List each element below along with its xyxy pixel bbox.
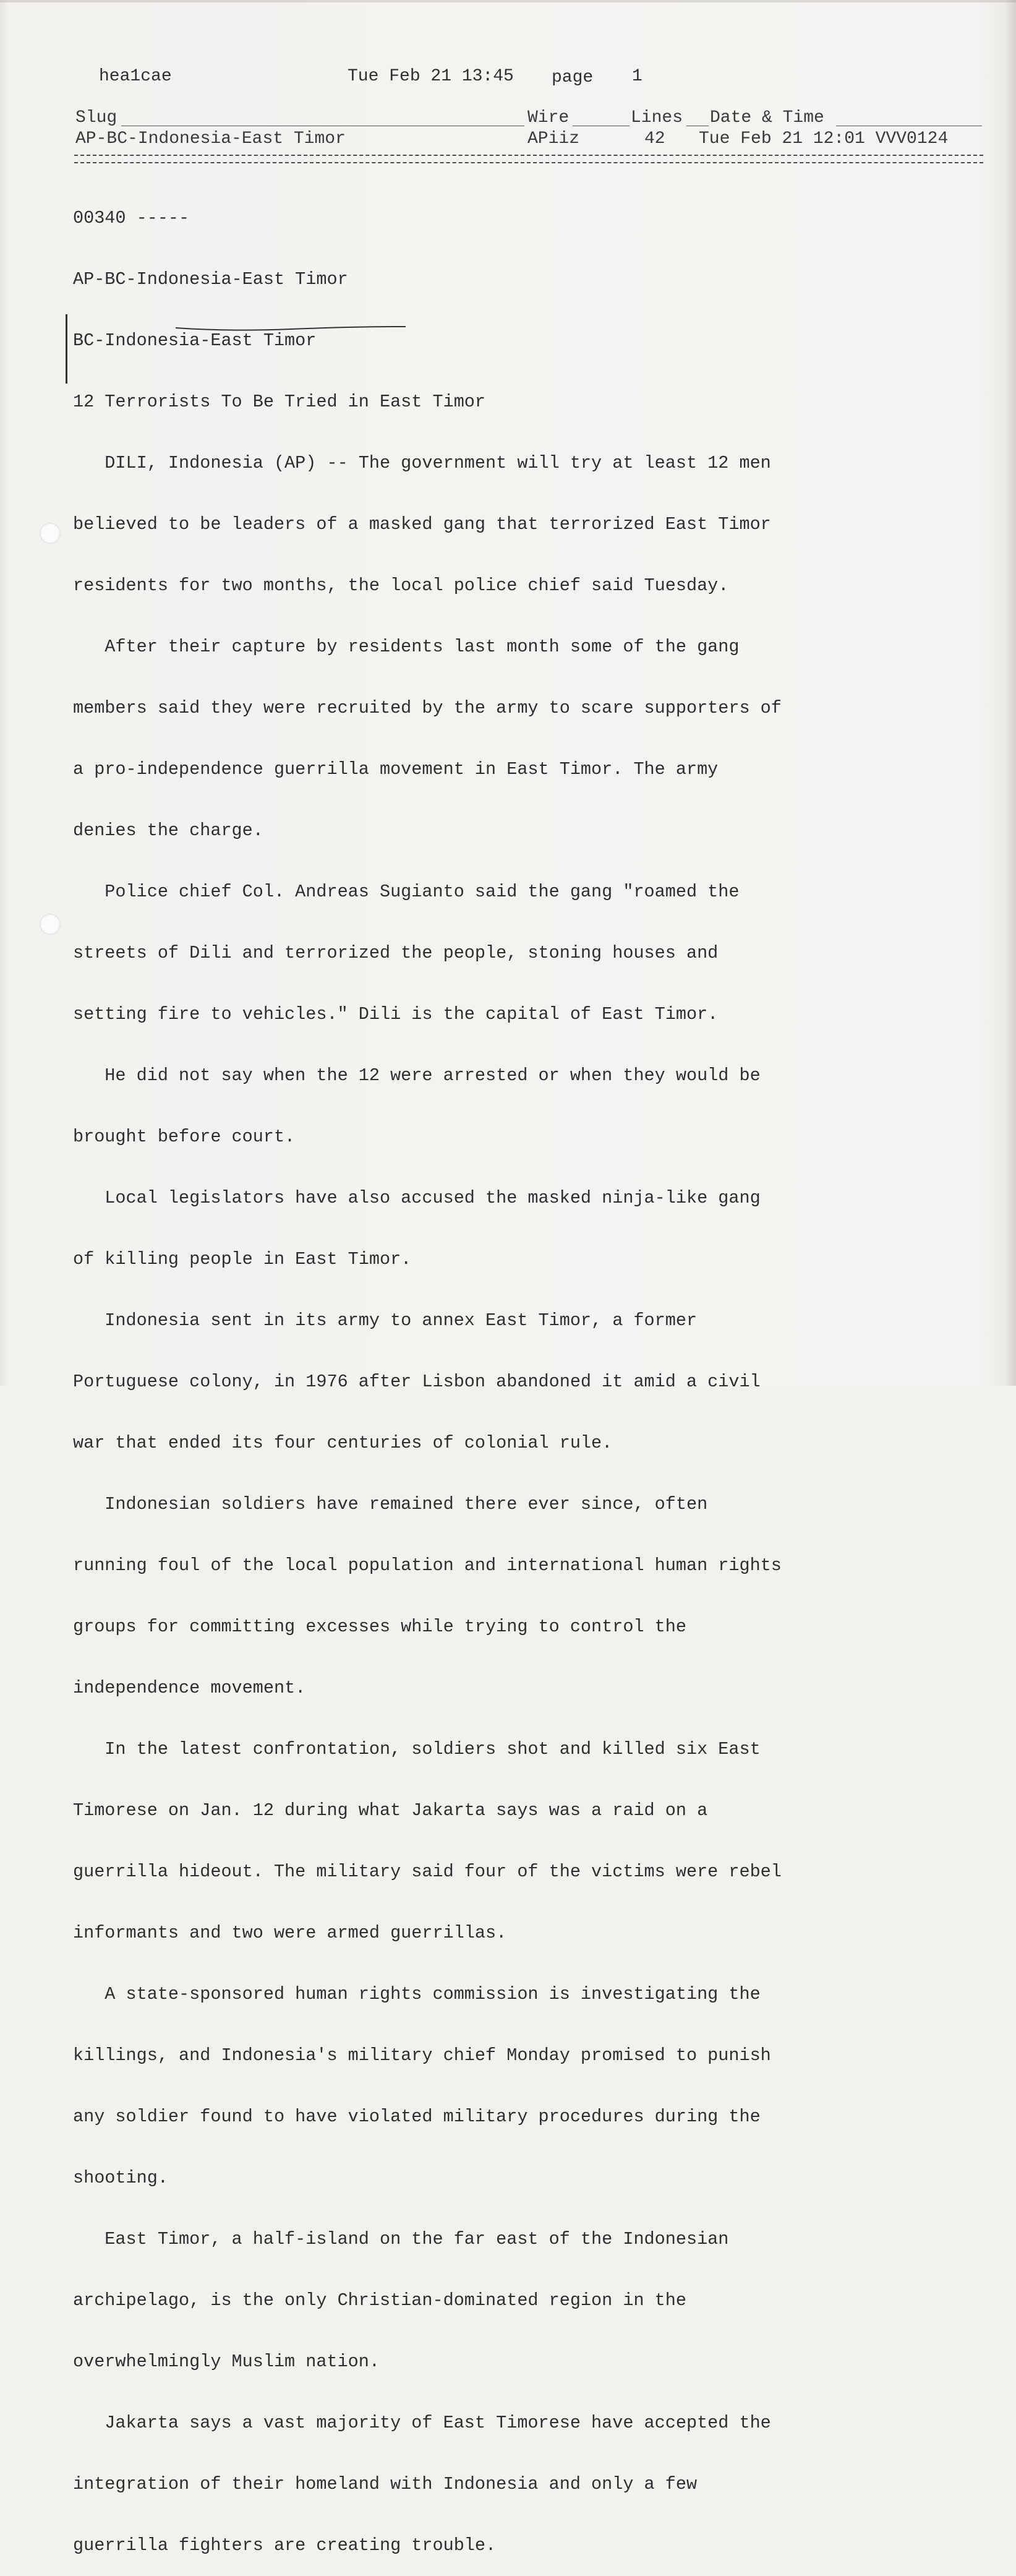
- story-line: AP-BC-Indonesia-East Timor: [73, 269, 348, 290]
- story-line: Local legislators have also accused the masked ninja-like gang: [73, 1188, 761, 1208]
- story-line: guerrilla hideout. The military said four of the victims were rebel: [73, 1861, 782, 1882]
- story-line: shooting.: [73, 2168, 168, 2188]
- date-time-value: Tue Feb 21 12:01 VVV0124: [699, 129, 949, 148]
- paper-top-edge: [0, 0, 1016, 2]
- story-line: informants and two were armed guerrillas.: [73, 1923, 507, 1943]
- header-datetime: Tue Feb 21 13:45: [348, 67, 514, 86]
- story-line: killings, and Indonesia's military chief Monday promised to punish: [73, 2045, 771, 2066]
- story-line: believed to be leaders of a masked gang that terrorized East Timor: [73, 514, 771, 535]
- punch-hole: [40, 523, 61, 544]
- paper-edge-shadow: [1005, 0, 1016, 1386]
- story-line: Police chief Col. Andreas Sugianto said the gang "roamed the: [73, 882, 740, 902]
- story-line: In the latest confrontation, soldiers shot and killed six East: [73, 1739, 761, 1759]
- wire-label: Wire: [527, 108, 570, 127]
- story-line: DILI, Indonesia (AP) -- The government will try at least 12 men: [73, 453, 771, 473]
- story-line: Indonesian soldiers have remained there ever since, often: [73, 1494, 708, 1514]
- story-line: independence movement.: [73, 1678, 306, 1698]
- story-line: any soldier found to have violated military procedures during the: [73, 2106, 761, 2127]
- story-line: Indonesia sent in its army to annex East Timor, a former: [73, 1310, 698, 1331]
- story-line: denies the charge.: [73, 820, 263, 841]
- story-line: guerrilla fighters are creating trouble.: [73, 2535, 497, 2556]
- story-line: Jakarta says a vast majority of East Timorese have accepted the: [73, 2413, 771, 2433]
- story-line: East Timor, a half-island on the far east of the Indonesian: [73, 2229, 729, 2249]
- story-line: members said they were recruited by the army to scare supporters of: [73, 698, 782, 718]
- separator-rule: [74, 155, 983, 163]
- story-body: [73, 167, 963, 2576]
- margin-bracket-mark: [66, 314, 67, 384]
- header-page-label: page: [552, 68, 594, 87]
- story-line: of killing people in East Timor.: [73, 1249, 412, 1269]
- story-line: Portuguese colony, in 1976 after Lisbon abandoned it amid a civil: [73, 1372, 761, 1392]
- date-time-label: Date & Time: [710, 108, 824, 127]
- story-line: 00340 -----: [73, 208, 190, 228]
- header-page-number: 1: [632, 67, 642, 86]
- pen-underline-mark: [173, 309, 408, 334]
- story-line: war that ended its four centuries of colonial rule.: [73, 1433, 613, 1453]
- wire-value: APiiz: [527, 129, 580, 148]
- lines-label: Lines: [631, 108, 683, 127]
- story-line: He did not say when the 12 were arrested or when they would be: [73, 1065, 761, 1086]
- story-line: overwhelmingly Muslim nation.: [73, 2351, 380, 2372]
- story-line: Timorese on Jan. 12 during what Jakarta says was a raid on a: [73, 1800, 708, 1821]
- lines-value: 42: [644, 129, 665, 148]
- header-user: hea1cae: [99, 67, 172, 86]
- story-line: archipelago, is the only Christian-dominated region in the: [73, 2290, 686, 2311]
- story-line: BC-Indonesia-East Timor: [73, 330, 317, 351]
- story-line: streets of Dili and terrorized the people, stoning houses and: [73, 943, 719, 963]
- slug-value: AP-BC-Indonesia-East Timor: [75, 129, 346, 148]
- story-line: A state-sponsored human rights commission is investigating the: [73, 1984, 761, 2004]
- story-line: setting fire to vehicles." Dili is the capital of East Timor.: [73, 1004, 719, 1024]
- story-line: a pro-independence guerrilla movement in East Timor. The army: [73, 759, 719, 779]
- story-line: residents for two months, the local police chief said Tuesday.: [73, 575, 729, 596]
- story-line: groups for committing excesses while trying to control the: [73, 1616, 686, 1637]
- punch-hole: [40, 914, 61, 935]
- slug-label: Slug: [75, 108, 117, 127]
- story-line: running foul of the local population and international human rights: [73, 1555, 782, 1576]
- story-line: integration of their homeland with Indonesia and only a few: [73, 2474, 698, 2494]
- story-line: brought before court.: [73, 1127, 296, 1147]
- story-line: After their capture by residents last month some of the gang: [73, 637, 740, 657]
- story-headline: 12 Terrorists To Be Tried in East Timor: [73, 392, 486, 412]
